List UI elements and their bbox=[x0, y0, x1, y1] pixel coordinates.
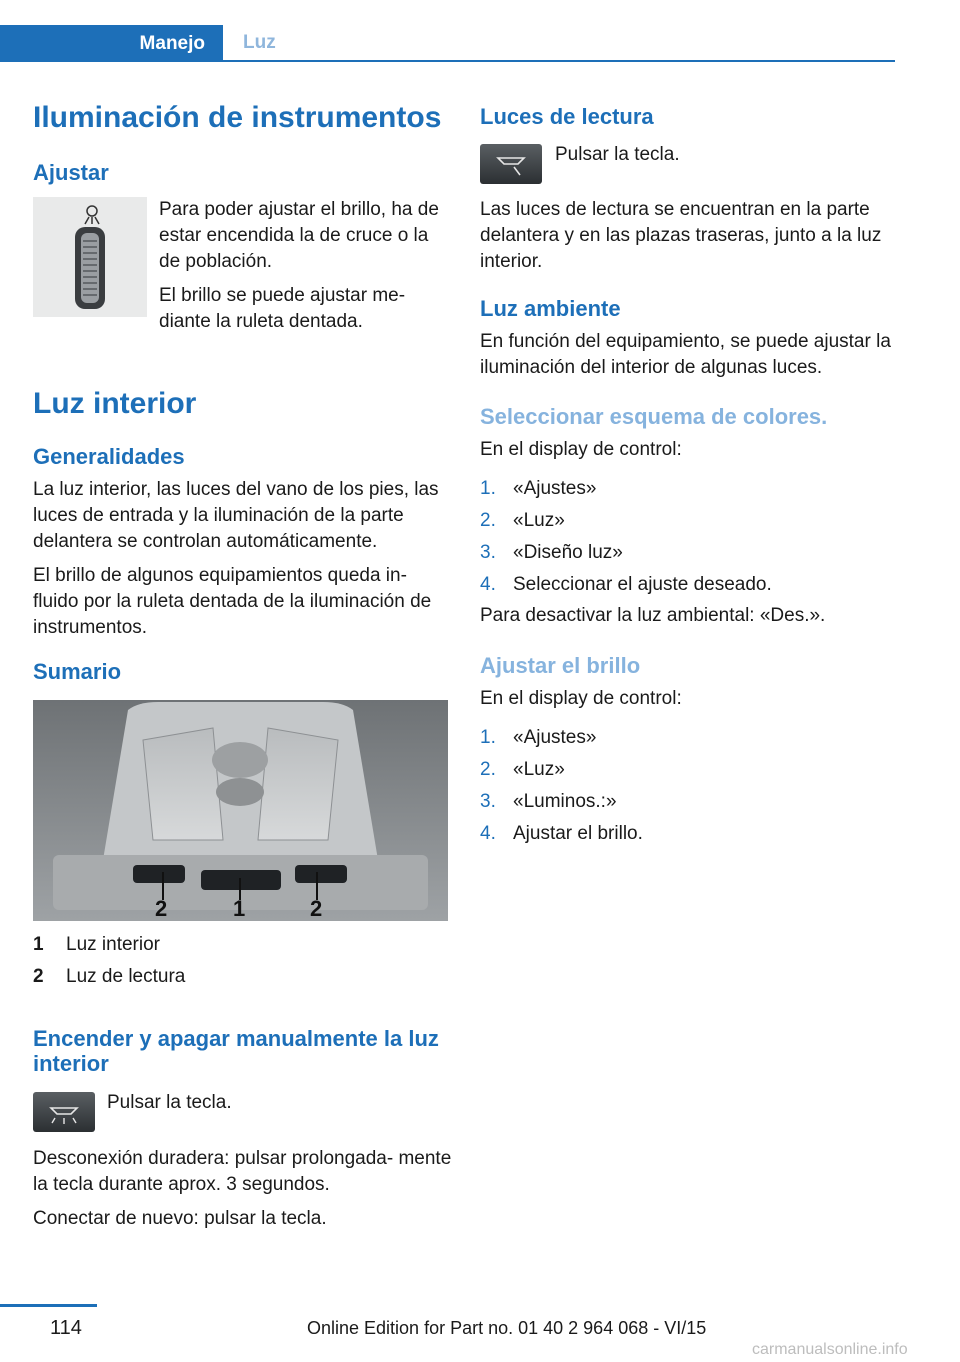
lectura-text bbox=[480, 197, 900, 283]
step-text: «Diseño luz» bbox=[513, 542, 623, 563]
step-number: 4. bbox=[480, 574, 496, 595]
list-item bbox=[480, 572, 900, 598]
watermark-text: carmanualsonline.info bbox=[752, 1341, 908, 1358]
callout-center-1: 1 bbox=[233, 896, 246, 921]
footer-rule bbox=[0, 1304, 97, 1307]
tab-manejo[interactable]: Manejo bbox=[0, 25, 223, 62]
photo-legend bbox=[33, 932, 448, 990]
brillo-intro: En el display de control: bbox=[480, 688, 682, 709]
step-text: «Ajustes» bbox=[513, 478, 597, 499]
ajustar-text bbox=[159, 197, 451, 343]
brillo-steps-list bbox=[480, 725, 900, 847]
list-item bbox=[480, 757, 900, 783]
step-text: «Ajustes» bbox=[513, 727, 597, 748]
list-item bbox=[480, 789, 900, 815]
encender-paragraph-1: Desconexión duradera: pulsar prolongada‐ mente la tecla durante aprox. 3 segundos. bbox=[33, 1148, 452, 1195]
step-number: 3. bbox=[480, 542, 496, 563]
legend-item bbox=[33, 932, 448, 958]
page-header bbox=[0, 25, 960, 65]
legend-number: 1 bbox=[33, 934, 44, 955]
encender-text bbox=[33, 1146, 453, 1240]
legend-item bbox=[33, 964, 448, 990]
esquema-intro: En el display de control: bbox=[480, 439, 682, 460]
page-number: 114 bbox=[50, 1317, 82, 1339]
heading-seleccionar-esquema: Seleccionar esquema de colores. bbox=[480, 404, 828, 429]
list-item bbox=[480, 476, 900, 502]
heading-generalidades: Generalidades bbox=[33, 444, 185, 469]
ambiente-paragraph: En función del equipamiento, se puede ajustar la iluminación del interior de algunas luces. bbox=[480, 331, 891, 378]
generalidades-paragraph-1: La luz interior, las luces del vano de los pies, las luces de entrada y la iluminación de la parte delantera se controlan automáticamente. bbox=[33, 479, 439, 552]
heading-iluminacion-instrumentos: Iluminación de instrumentos bbox=[33, 101, 442, 134]
heading-luz-interior: Luz interior bbox=[33, 387, 197, 420]
callout-left-2: 2 bbox=[155, 896, 168, 921]
step-text: Seleccionar el ajuste deseado. bbox=[513, 574, 772, 595]
list-item bbox=[480, 821, 900, 847]
step-number: 4. bbox=[480, 823, 496, 844]
ajustar-paragraph-1: Para poder ajustar el brillo, ha de estar encendida la de cruce o la de población. bbox=[159, 199, 439, 272]
esquema-steps-list bbox=[480, 476, 900, 598]
interior-light-key-icon bbox=[33, 1092, 95, 1132]
step-number: 3. bbox=[480, 791, 496, 812]
heading-sumario: Sumario bbox=[33, 659, 122, 684]
ambiente-text bbox=[480, 329, 900, 389]
step-number: 1. bbox=[480, 727, 496, 748]
list-item bbox=[480, 725, 900, 751]
step-text: «Luz» bbox=[513, 510, 565, 531]
list-item bbox=[480, 508, 900, 534]
heading-luz-ambiente: Luz ambiente bbox=[480, 296, 621, 321]
step-number: 2. bbox=[480, 759, 496, 780]
thumbwheel-image bbox=[33, 197, 147, 317]
thumbwheel-icon bbox=[33, 197, 147, 317]
reading-light-key-icon bbox=[480, 144, 542, 184]
lectura-key-instruction: Pulsar la tecla. bbox=[555, 144, 680, 165]
ajustar-paragraph-2: El brillo se puede ajustar me‐ diante la ruleta dentada. bbox=[159, 285, 406, 332]
overhead-console-illustration bbox=[33, 700, 448, 921]
interior-light-key-image bbox=[33, 1092, 95, 1132]
step-number: 1. bbox=[480, 478, 496, 499]
heading-ajustar: Ajustar bbox=[33, 160, 109, 185]
callout-right-2: 2 bbox=[310, 896, 323, 921]
step-text: «Luz» bbox=[513, 759, 565, 780]
step-text: Ajustar el brillo. bbox=[513, 823, 643, 844]
overhead-console-photo bbox=[33, 700, 448, 921]
reading-light-key-image bbox=[480, 144, 542, 184]
step-number: 2. bbox=[480, 510, 496, 531]
lectura-paragraph: Las luces de lectura se encuentran en la parte delantera y en las plazas traseras, junto a la luz interior. bbox=[480, 199, 882, 272]
step-text: «Luminos.:» bbox=[513, 791, 617, 812]
tab-luz[interactable]: Luz bbox=[243, 31, 276, 53]
edition-text: Online Edition for Part no. 01 40 2 964 068 - VI/15 bbox=[307, 1318, 707, 1338]
legend-text: Luz de lectura bbox=[66, 966, 186, 987]
legend-number: 2 bbox=[33, 966, 44, 987]
heading-encender-apagar: Encender y apagar manualmente la luz interior bbox=[33, 1026, 439, 1076]
heading-ajustar-brillo: Ajustar el brillo bbox=[480, 653, 641, 678]
legend-text: Luz interior bbox=[66, 934, 160, 955]
esquema-after-text: Para desactivar la luz ambiental: «Des.». bbox=[480, 605, 826, 626]
generalidades-text bbox=[33, 477, 453, 649]
list-item bbox=[480, 540, 900, 566]
generalidades-paragraph-2: El brillo de algunos equipamientos queda in‐ fluido por la ruleta dentada de la iluminación de instrumentos. bbox=[33, 565, 432, 638]
encender-key-instruction: Pulsar la tecla. bbox=[107, 1092, 232, 1113]
heading-luces-lectura: Luces de lectura bbox=[480, 104, 654, 129]
encender-paragraph-2: Conectar de nuevo: pulsar la tecla. bbox=[33, 1208, 327, 1229]
